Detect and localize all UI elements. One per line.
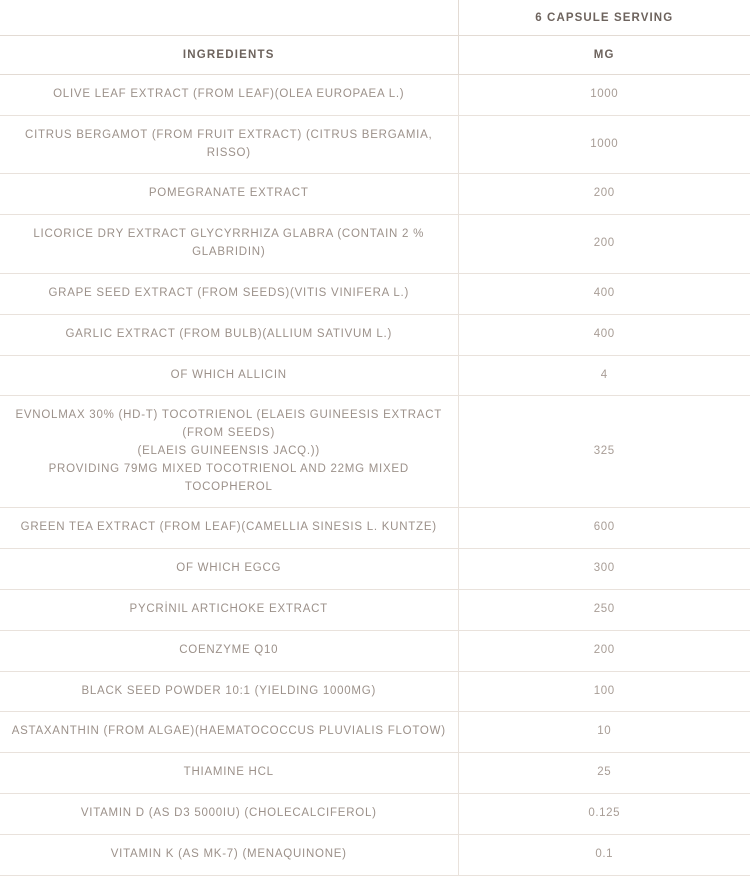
ingredient-name: COENZYME Q10 xyxy=(0,630,458,671)
ingredient-name: BLACK SEED POWDER 10:1 (YIELDING 1000MG) xyxy=(0,671,458,712)
ingredient-amount: 25 xyxy=(458,753,750,794)
table-column-header-row xyxy=(0,36,750,75)
header-blank-cell xyxy=(0,0,458,36)
ingredient-amount: 600 xyxy=(458,508,750,549)
ingredient-amount: 325 xyxy=(458,396,750,508)
ingredient-amount: 200 xyxy=(458,215,750,274)
ingredient-name: THIAMINE HCL xyxy=(0,753,458,794)
table-row xyxy=(0,215,750,274)
ingredient-amount: 400 xyxy=(458,273,750,314)
ingredient-name: GREEN TEA EXTRACT (FROM LEAF)(CAMELLIA SINESIS L. KUNTZE) xyxy=(0,508,458,549)
ingredient-amount: 0.1 xyxy=(458,834,750,875)
ingredient-name: POMEGRANATE EXTRACT xyxy=(0,174,458,215)
table-row xyxy=(0,671,750,712)
ingredient-amount: 300 xyxy=(458,549,750,590)
ingredient-amount: 250 xyxy=(458,590,750,631)
ingredient-name: OLIVE LEAF EXTRACT (FROM LEAF)(OLEA EUROPAEA L.) xyxy=(0,75,458,116)
table-row xyxy=(0,834,750,875)
table-serving-header-row xyxy=(0,0,750,36)
ingredient-name: OF WHICH ALLICIN xyxy=(0,355,458,396)
ingredient-amount: 100 xyxy=(458,671,750,712)
serving-size-header: 6 CAPSULE SERVING xyxy=(458,0,750,36)
ingredient-amount: 1000 xyxy=(458,115,750,174)
ingredient-name: LICORICE DRY EXTRACT GLYCYRRHIZA GLABRA (CONTAIN 2 % GLABRIDIN) xyxy=(0,215,458,274)
ingredient-amount: 200 xyxy=(458,174,750,215)
ingredient-name: ASTAXANTHIN (FROM ALGAE)(HAEMATOCOCCUS PLUVIALIS FLOTOW) xyxy=(0,712,458,753)
table-row xyxy=(0,273,750,314)
table-row xyxy=(0,590,750,631)
ingredient-amount: 10 xyxy=(458,712,750,753)
ingredient-amount: 0.125 xyxy=(458,794,750,835)
table-row xyxy=(0,794,750,835)
table-row xyxy=(0,753,750,794)
ingredient-name: VITAMIN K (AS MK-7) (MENAQUINONE) xyxy=(0,834,458,875)
ingredient-amount: 1000 xyxy=(458,75,750,116)
table-row xyxy=(0,712,750,753)
ingredient-name-line: PROVIDING 79MG MIXED TOCOTRIENOL AND 22MG MIXED TOCOPHEROL xyxy=(48,462,409,493)
table-row xyxy=(0,75,750,116)
table-row xyxy=(0,630,750,671)
table-row xyxy=(0,355,750,396)
table-row xyxy=(0,115,750,174)
ingredient-amount: 200 xyxy=(458,630,750,671)
ingredient-name-line: (ELAEIS GUINEENSIS JACQ.)) xyxy=(137,444,320,457)
table-row xyxy=(0,549,750,590)
column-header-amount: MG xyxy=(458,36,750,75)
ingredient-name: OF WHICH EGCG xyxy=(0,549,458,590)
table-row xyxy=(0,174,750,215)
ingredient-amount: 400 xyxy=(458,314,750,355)
ingredient-name: PYCRİNIL ARTICHOKE EXTRACT xyxy=(0,590,458,631)
ingredient-name: GRAPE SEED EXTRACT (FROM SEEDS)(VITIS VINIFERA L.) xyxy=(0,273,458,314)
ingredient-amount: 4 xyxy=(458,355,750,396)
table-row xyxy=(0,508,750,549)
column-header-ingredients: INGREDIENTS xyxy=(0,36,458,75)
ingredient-name-multiline xyxy=(0,396,458,508)
ingredient-name: VITAMIN D (AS D3 5000IU) (CHOLECALCIFEROL) xyxy=(0,794,458,835)
ingredient-name: CITRUS BERGAMOT (FROM FRUIT EXTRACT) (CITRUS BERGAMIA, RISSO) xyxy=(0,115,458,174)
ingredient-name: GARLIC EXTRACT (FROM BULB)(ALLIUM SATIVUM L.) xyxy=(0,314,458,355)
table-row xyxy=(0,314,750,355)
ingredient-name-line: EVNOLMAX 30% (HD-T) TOCOTRIENOL (ELAEIS GUINEESIS EXTRACT (FROM SEEDS) xyxy=(15,409,443,440)
table-row xyxy=(0,396,750,508)
